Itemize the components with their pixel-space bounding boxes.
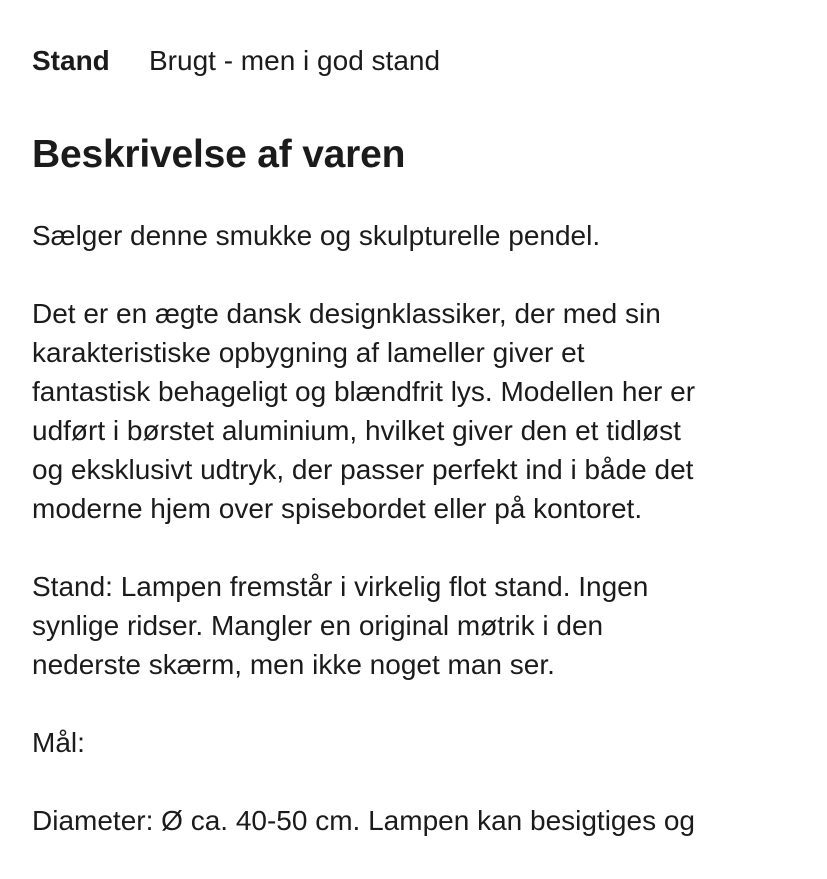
description-paragraph: Sælger denne smukke og skulpturelle pendel.: [32, 220, 601, 251]
condition-row: [32, 40, 440, 82]
description-paragraph: Mål:: [32, 727, 85, 758]
description-paragraph: Det er en ægte dansk designklassiker, der med sin karakteristiske opbygning af lameller giver et fantastisk behageligt og blændfrit lys. Modellen her er udført i børstet aluminium, hvilket giver den et tidløst og eksklusivt udtryk, der passer perfekt ind i både det moderne hjem over spisebordet eller på kontoret.: [32, 298, 696, 524]
description-paragraph: Stand: Lampen fremstår i virkelig flot stand. Ingen synlige ridser. Mangler en original møtrik i den nederste skærm, men ikke noget man ser.: [32, 571, 649, 680]
description-heading: Beskrivelse af varen: [32, 133, 406, 176]
description-body: [32, 216, 802, 879]
description-paragraph: Diameter: Ø ca. 40-50 cm. Lampen kan besigtiges og: [32, 805, 696, 836]
condition-value: Brugt - men i god stand: [149, 45, 441, 76]
condition-label: Stand: [32, 45, 110, 76]
